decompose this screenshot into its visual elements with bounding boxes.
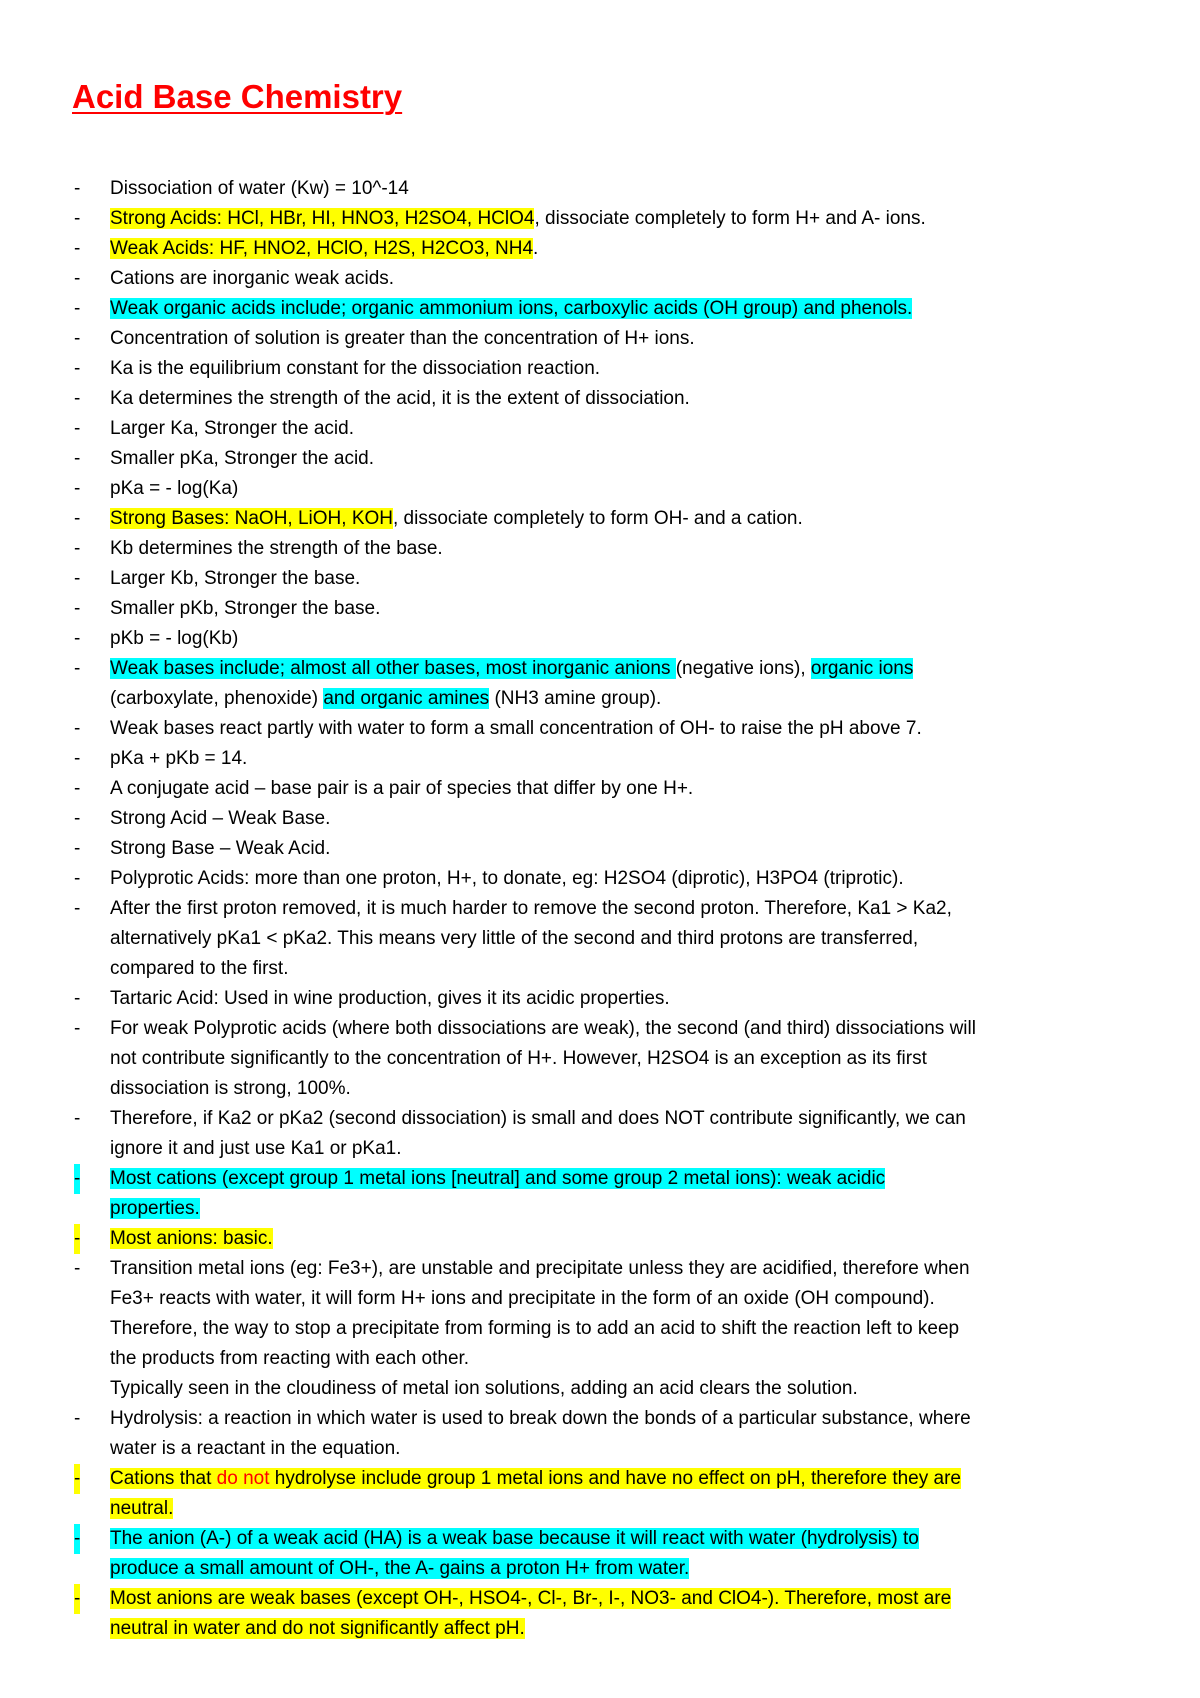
highlighted-text: Most cations (except group 1 metal ions [neutral] and some group 2 metal ions): weak acidic [110, 1168, 886, 1189]
bullet-line [110, 1284, 1140, 1314]
bullet-line [110, 1464, 1140, 1494]
text-run: , dissociate completely to form H+ and A- ions. [534, 208, 926, 229]
text-run: . [533, 238, 539, 259]
text-run: pKb = - log(Kb) [110, 628, 239, 649]
bullet-dash: - [74, 628, 81, 649]
bullet-line [110, 834, 1140, 864]
bullet-item [0, 444, 1200, 474]
bullet-item [0, 594, 1200, 624]
text-run: Therefore, the way to stop a precipitate from forming is to add an acid to shift the reaction left to keep [110, 1318, 960, 1339]
text-run: Tartaric Acid: Used in wine production, gives it its acidic properties. [110, 988, 670, 1009]
bullet-item [0, 1524, 1200, 1584]
bullet-dash: - [74, 1108, 81, 1129]
bullet-line [110, 264, 1140, 294]
bullet-line [110, 1404, 1140, 1434]
highlighted-text: Most anions: basic. [110, 1228, 273, 1249]
bullet-line [110, 1374, 1140, 1404]
bullet-line [110, 894, 1140, 924]
bullet-dash: - [74, 208, 81, 229]
bullet-line [110, 324, 1140, 354]
bullet-item [0, 1254, 1200, 1404]
bullet-dash: - [74, 718, 81, 739]
bullet-line [110, 534, 1140, 564]
bullet-line [110, 1344, 1140, 1374]
bullet-dash: - [74, 1258, 81, 1279]
bullet-line [110, 774, 1140, 804]
highlighted-text: Strong Acids: HCl, HBr, HI, HNO3, H2SO4, HClO4 [110, 208, 535, 229]
text-run: Larger Ka, Stronger the acid. [110, 418, 354, 439]
bullet-line [110, 804, 1140, 834]
text-run: A conjugate acid – base pair is a pair of species that differ by one H+. [110, 778, 694, 799]
bullet-item [0, 324, 1200, 354]
text-run: not contribute significantly to the concentration of H+. However, H2SO4 is an exception as its first [110, 1048, 927, 1069]
bullet-dash: - [74, 508, 81, 529]
bullet-dash: - [74, 358, 81, 379]
bullet-item [0, 624, 1200, 654]
bullet-dash: - [74, 598, 81, 619]
highlighted-text: Cations that [110, 1468, 217, 1489]
bullet-item [0, 984, 1200, 1014]
text-run: Therefore, if Ka2 or pKa2 (second dissociation) is small and does NOT contribute significantly, we can [110, 1108, 966, 1129]
bullet-line [110, 444, 1140, 474]
text-run: Ka is the equilibrium constant for the dissociation reaction. [110, 358, 601, 379]
text-run: water is a reactant in the equation. [110, 1438, 401, 1459]
text-run: , dissociate completely to form OH- and a cation. [393, 508, 803, 529]
bullet-line [110, 174, 1140, 204]
bullet-line [110, 1614, 1140, 1644]
bullet-item [0, 294, 1200, 324]
bullet-dash: - [74, 328, 81, 349]
text-run: Transition metal ions (eg: Fe3+), are unstable and precipitate unless they are acidified, therefore when [110, 1258, 970, 1279]
bullet-item [0, 204, 1200, 234]
bullet-dash: - [74, 868, 81, 889]
bullet-dash: - [74, 1584, 80, 1614]
text-run: Typically seen in the cloudiness of metal ion solutions, adding an acid clears the solution. [110, 1378, 858, 1399]
bullet-item [0, 384, 1200, 414]
bullet-item [0, 174, 1200, 204]
bullet-line [110, 384, 1140, 414]
bullet-line [110, 1194, 1140, 1224]
bullet-dash: - [74, 1464, 80, 1494]
bullet-dash: - [74, 238, 81, 259]
bullet-item [0, 1224, 1200, 1254]
bullet-line [110, 1014, 1140, 1044]
document-title: Acid Base Chemistry [72, 78, 403, 115]
bullet-dash: - [74, 1524, 80, 1554]
bullet-line [110, 1554, 1140, 1584]
text-run: (carboxylate, phenoxide) [110, 688, 324, 709]
text-run: (NH3 amine group). [489, 688, 662, 709]
highlighted-text: and organic amines [323, 688, 490, 709]
bullet-dash: - [74, 1408, 81, 1429]
text-run: Cations are inorganic weak acids. [110, 268, 395, 289]
highlighted-text: Weak organic acids include; organic ammonium ions, carboxylic acids (OH group) and phenols. [110, 298, 913, 319]
bullet-item [0, 474, 1200, 504]
highlighted-text: properties. [110, 1198, 200, 1219]
text-run: Strong Acid – Weak Base. [110, 808, 331, 829]
bullet-line [110, 204, 1140, 234]
bullet-line [110, 1524, 1140, 1554]
bullet-line [110, 564, 1140, 594]
bullet-line [110, 1494, 1140, 1524]
bullet-line [110, 1044, 1140, 1074]
text-run: For weak Polyprotic acids (where both dissociations are weak), the second (and third) dissociations will [110, 1018, 976, 1039]
text-run: ignore it and just use Ka1 or pKa1. [110, 1138, 402, 1159]
bullet-line [110, 1314, 1140, 1344]
bullet-dash: - [74, 748, 81, 769]
bullet-line [110, 714, 1140, 744]
bullet-line [110, 1224, 1140, 1254]
bullet-item [0, 1104, 1200, 1164]
text-run: dissociation is strong, 100%. [110, 1078, 351, 1099]
bullet-item [0, 894, 1200, 984]
bullet-item [0, 534, 1200, 564]
bullet-line [110, 1254, 1140, 1284]
bullet-item [0, 714, 1200, 744]
bullet-item [0, 804, 1200, 834]
bullet-dash: - [74, 568, 81, 589]
bullet-item [0, 264, 1200, 294]
bullet-line [110, 474, 1140, 504]
text-run: Larger Kb, Stronger the base. [110, 568, 361, 589]
bullet-item [0, 1164, 1200, 1224]
bullet-line [110, 864, 1140, 894]
bullet-dash: - [74, 1018, 81, 1039]
text-run: (negative ions), [675, 658, 811, 679]
highlighted-text: Strong Bases: NaOH, LiOH, KOH [110, 508, 393, 529]
text-run: Concentration of solution is greater than the concentration of H+ ions. [110, 328, 695, 349]
bullet-dash: - [74, 898, 81, 919]
bullet-item [0, 354, 1200, 384]
bullet-line [110, 744, 1140, 774]
text-run: pKa + pKb = 14. [110, 748, 248, 769]
bullet-dash: - [74, 838, 81, 859]
bullet-dash: - [74, 178, 81, 199]
text-run: Strong Base – Weak Acid. [110, 838, 331, 859]
bullet-item [0, 1014, 1200, 1104]
bullet-item [0, 834, 1200, 864]
text-run: pKa = - log(Ka) [110, 478, 239, 499]
highlighted-text: do not [216, 1468, 270, 1489]
bullet-item [0, 564, 1200, 594]
bullet-item [0, 1404, 1200, 1464]
bullet-dash: - [74, 268, 81, 289]
bullet-line [110, 684, 1140, 714]
bullet-item [0, 1464, 1200, 1524]
bullet-line [110, 1164, 1140, 1194]
highlighted-text: produce a small amount of OH-, the A- gains a proton H+ from water. [110, 1558, 690, 1579]
highlighted-text: The anion (A-) of a weak acid (HA) is a weak base because it will react with water (hydrolysis) to [110, 1528, 919, 1549]
text-run: the products from reacting with each other. [110, 1348, 470, 1369]
text-run: Polyprotic Acids: more than one proton, H+, to donate, eg: H2SO4 (diprotic), H3PO4 (triprotic). [110, 868, 904, 889]
highlighted-text: Most anions are weak bases (except OH-, HSO4-, Cl-, Br-, I-, NO3- and ClO4-). Therefore, most are [110, 1588, 952, 1609]
text-run: alternatively pKa1 < pKa2. This means very little of the second and third protons are transferred, [110, 928, 919, 949]
bullet-dash: - [74, 418, 81, 439]
bullet-item [0, 774, 1200, 804]
bullet-dash: - [74, 478, 81, 499]
bullet-line [110, 954, 1140, 984]
bullet-item [0, 414, 1200, 444]
bullet-line [110, 354, 1140, 384]
text-run: Ka determines the strength of the acid, it is the extent of dissociation. [110, 388, 690, 409]
bullet-line [110, 294, 1140, 324]
text-run: Kb determines the strength of the base. [110, 538, 443, 559]
highlighted-text: hydrolyse include group 1 metal ions and have no effect on pH, therefore they are [269, 1468, 961, 1489]
bullet-dash: - [74, 1224, 80, 1254]
highlighted-text: Weak bases include; almost all other bases, most inorganic anions [110, 658, 676, 679]
bullet-item [0, 504, 1200, 534]
highlighted-text: organic ions [810, 658, 914, 679]
text-run: Fe3+ reacts with water, it will form H+ ions and precipitate in the form of an oxide (OH compound). [110, 1288, 935, 1309]
bullet-line [110, 594, 1140, 624]
bullet-dash: - [74, 778, 81, 799]
text-run: Weak bases react partly with water to form a small concentration of OH- to raise the pH above 7. [110, 718, 922, 739]
bullet-line [110, 504, 1140, 534]
bullet-dash: - [74, 988, 81, 1009]
bullet-line [110, 654, 1140, 684]
bullet-line [110, 234, 1140, 264]
bullet-item [0, 234, 1200, 264]
bullet-dash: - [74, 1164, 80, 1194]
bullet-line [110, 1104, 1140, 1134]
bullet-line [110, 1434, 1140, 1464]
highlighted-text: Weak Acids: HF, HNO2, HClO, H2S, H2CO3, NH4 [110, 238, 534, 259]
bullet-line [110, 984, 1140, 1014]
text-run: After the first proton removed, it is much harder to remove the second proton. Therefore, Ka1 > Ka2, [110, 898, 952, 919]
highlighted-text: neutral. [110, 1498, 174, 1519]
bullet-dash: - [74, 808, 81, 829]
bullet-item [0, 744, 1200, 774]
bullet-item [0, 864, 1200, 894]
bullet-line [110, 414, 1140, 444]
bullet-dash: - [74, 388, 81, 409]
bullet-line [110, 924, 1140, 954]
highlighted-text: neutral in water and do not significantly affect pH. [110, 1618, 525, 1639]
bullet-item [0, 1584, 1200, 1644]
bullet-dash: - [74, 298, 81, 319]
bullet-line [110, 624, 1140, 654]
bullet-line [110, 1584, 1140, 1614]
notes-list [0, 174, 1200, 1644]
text-run: Smaller pKa, Stronger the acid. [110, 448, 375, 469]
text-run: compared to the first. [110, 958, 289, 979]
text-run: Smaller pKb, Stronger the base. [110, 598, 381, 619]
bullet-dash: - [74, 448, 81, 469]
bullet-line [110, 1134, 1140, 1164]
bullet-line [110, 1074, 1140, 1104]
text-run: Dissociation of water (Kw) = 10^-14 [110, 178, 409, 199]
bullet-dash: - [74, 658, 81, 679]
text-run: Hydrolysis: a reaction in which water is used to break down the bonds of a particular substance, where [110, 1408, 971, 1429]
bullet-item [0, 654, 1200, 714]
bullet-dash: - [74, 538, 81, 559]
